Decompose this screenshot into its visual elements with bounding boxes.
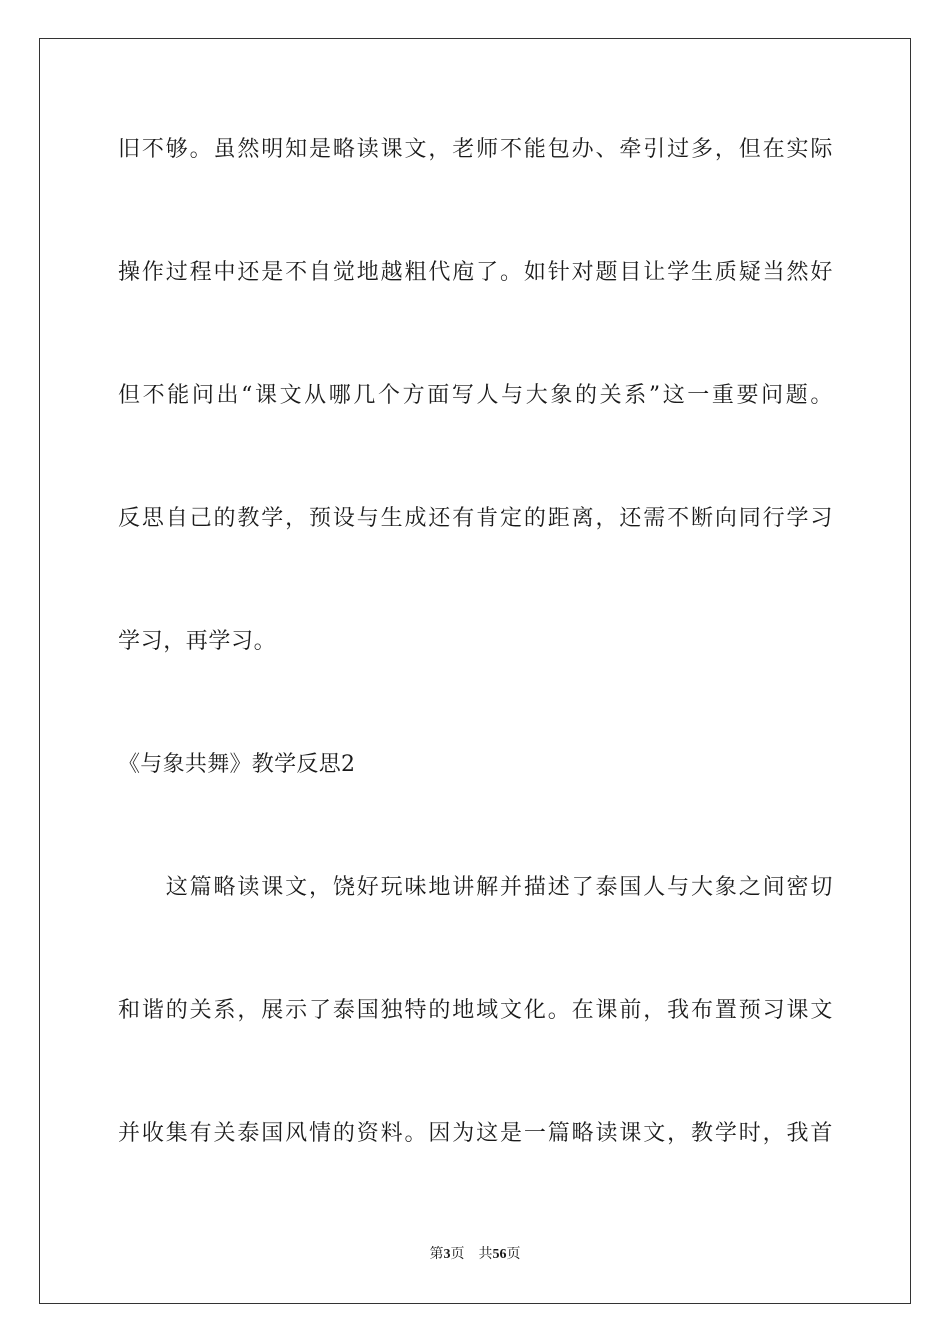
body-line-3: 但不能问出“课文从哪几个方面写人与大象的关系”这一重要问题。 xyxy=(118,383,833,408)
page-footer xyxy=(0,1245,950,1265)
total-suffix: 页 xyxy=(506,1247,521,1262)
section-heading: 《与象共舞》教学反思2 xyxy=(118,752,356,777)
section-line-1: 这篇略读课文，饶好玩味地讲解并描述了泰国人与大象之间密切 xyxy=(118,875,833,900)
page-prefix: 第 xyxy=(429,1247,444,1262)
total-prefix: 共 xyxy=(478,1247,493,1262)
body-line-4: 反思自己的教学，预设与生成还有肯定的距离，还需不断向同行学习 xyxy=(118,506,833,531)
page-border xyxy=(39,38,911,1304)
page-suffix: 页 xyxy=(450,1247,465,1262)
body-line-1: 旧不够。虽然明知是略读课文，老师不能包办、牵引过多，但在实际 xyxy=(118,137,833,162)
body-line-2: 操作过程中还是不自觉地越粗代庖了。如针对题目让学生质疑当然好 xyxy=(118,260,833,285)
total-pages: 56 xyxy=(492,1247,507,1262)
body-line-5: 学习，再学习。 xyxy=(118,629,277,654)
section-line-3: 并收集有关泰国风情的资料。因为这是一篇略读课文，教学时，我首 xyxy=(118,1121,833,1146)
page-number: 3 xyxy=(443,1247,451,1262)
section-line-2: 和谐的关系，展示了泰国独特的地域文化。在课前，我布置预习课文 xyxy=(118,998,833,1023)
